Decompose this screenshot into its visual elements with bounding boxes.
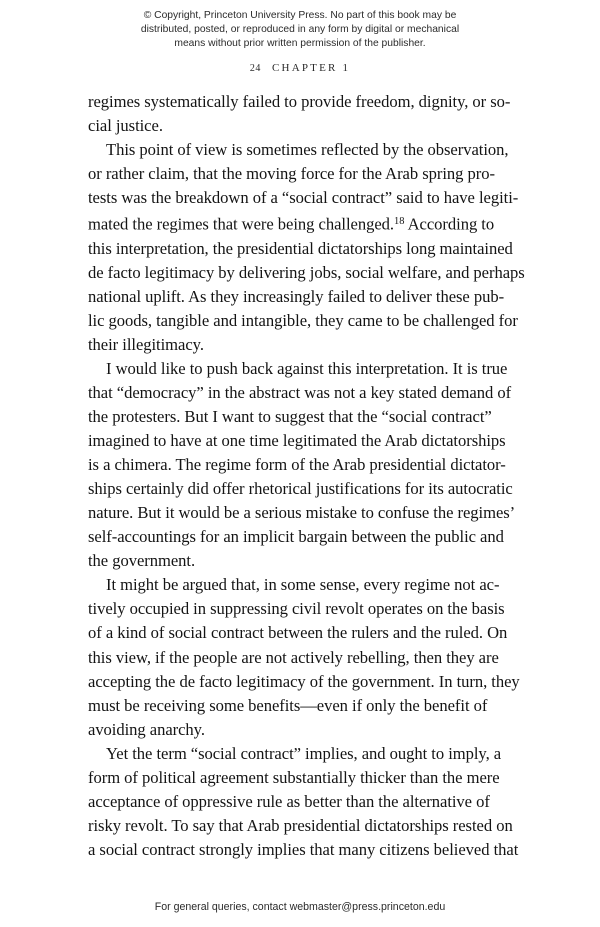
- text-line: I would like to push back against this interpretation. It is true: [106, 358, 508, 378]
- text-line: the protesters. But I want to suggest that the “social contract”: [88, 407, 492, 427]
- paragraph: [88, 357, 516, 573]
- text-line: their illegitimacy.: [88, 334, 204, 354]
- running-head: [0, 62, 600, 74]
- footer-query-note: For general queries, contact webmaster@press.princeton.edu: [154, 901, 446, 913]
- text-line: this interpretation, the presidential dictatorships long maintained: [88, 238, 513, 258]
- text-line: mated the regimes that were being challenged.$^{18}$ According to: [88, 214, 495, 234]
- text-line: It might be argued that, in some sense, every regime not ac-: [106, 575, 500, 595]
- text-line: form of political agreement substantially thicker than the mere: [88, 767, 500, 787]
- copyright-notice-line: means without prior written permission of the publisher.: [174, 38, 426, 50]
- text-line: cial justice.: [88, 116, 163, 136]
- text-line: accepting the de facto legitimacy of the government. In turn, they: [88, 671, 520, 691]
- copyright-notice-line: distributed, posted, or reproduced in any form by digital or mechanical: [140, 24, 460, 36]
- text-line: regimes systematically failed to provide freedom, dignity, or so-: [88, 92, 511, 111]
- text-line: This point of view is sometimes reflected by the observation,: [106, 140, 509, 160]
- text-line: a social contract strongly implies that many citizens believed that: [88, 839, 519, 859]
- paragraph: [88, 90, 512, 138]
- copyright-notice: [80, 9, 520, 52]
- text-line: lic goods, tangible and intangible, they came to be challenged for: [88, 310, 518, 330]
- text-line: of a kind of social contract between the rulers and the ruled. On: [88, 623, 508, 643]
- body-text-column: [88, 90, 525, 862]
- text-line: this view, if the people are not actively rebelling, then they are: [88, 647, 499, 667]
- text-line: acceptance of oppressive rule as better than the alternative of: [88, 791, 490, 811]
- text-line: Yet the term “social contract” implies, and ought to imply, a: [106, 743, 502, 763]
- text-line: avoiding anarchy.: [88, 719, 205, 739]
- text-line: is a chimera. The regime form of the Arab presidential dictator-: [88, 455, 506, 475]
- paragraph: [88, 138, 525, 357]
- text-line: tively occupied in suppressing civil revolt operates on the basis: [88, 599, 505, 619]
- text-line: national uplift. As they increasingly failed to deliver these pub-: [88, 286, 505, 306]
- text-line: self-accountings for an implicit bargain between the public and: [88, 527, 504, 547]
- page-number: 24: [249, 63, 262, 74]
- text-line: that “democracy” in the abstract was not a key stated demand of: [88, 383, 512, 402]
- text-line: ships certainly did offer rhetorical justifications for its autocratic: [88, 479, 513, 499]
- copyright-notice-line: © Copyright, Princeton University Press. No part of this book may be: [143, 10, 457, 21]
- paragraph: [88, 573, 520, 741]
- chapter-label: CHAPTER 1: [272, 62, 351, 74]
- text-line: imagined to have at one time legitimated the Arab dictatorships: [88, 431, 506, 451]
- text-line: nature. But it would be a serious mistake to confuse the regimes’: [88, 503, 516, 523]
- footnote-reference[interactable]: 18: [394, 216, 405, 228]
- text-line: de facto legitimacy by delivering jobs, social welfare, and perhaps: [88, 262, 525, 282]
- text-line: risky revolt. To say that Arab presidential dictatorships rested on: [88, 815, 513, 835]
- text-line: or rather claim, that the moving force for the Arab spring pro-: [88, 164, 495, 184]
- text-line: must be receiving some benefits—even if only the benefit of: [88, 695, 488, 715]
- paragraph: [88, 742, 519, 862]
- text-line: the government.: [88, 551, 196, 571]
- text-line: tests was the breakdown of a “social contract” said to have legiti-: [88, 188, 519, 208]
